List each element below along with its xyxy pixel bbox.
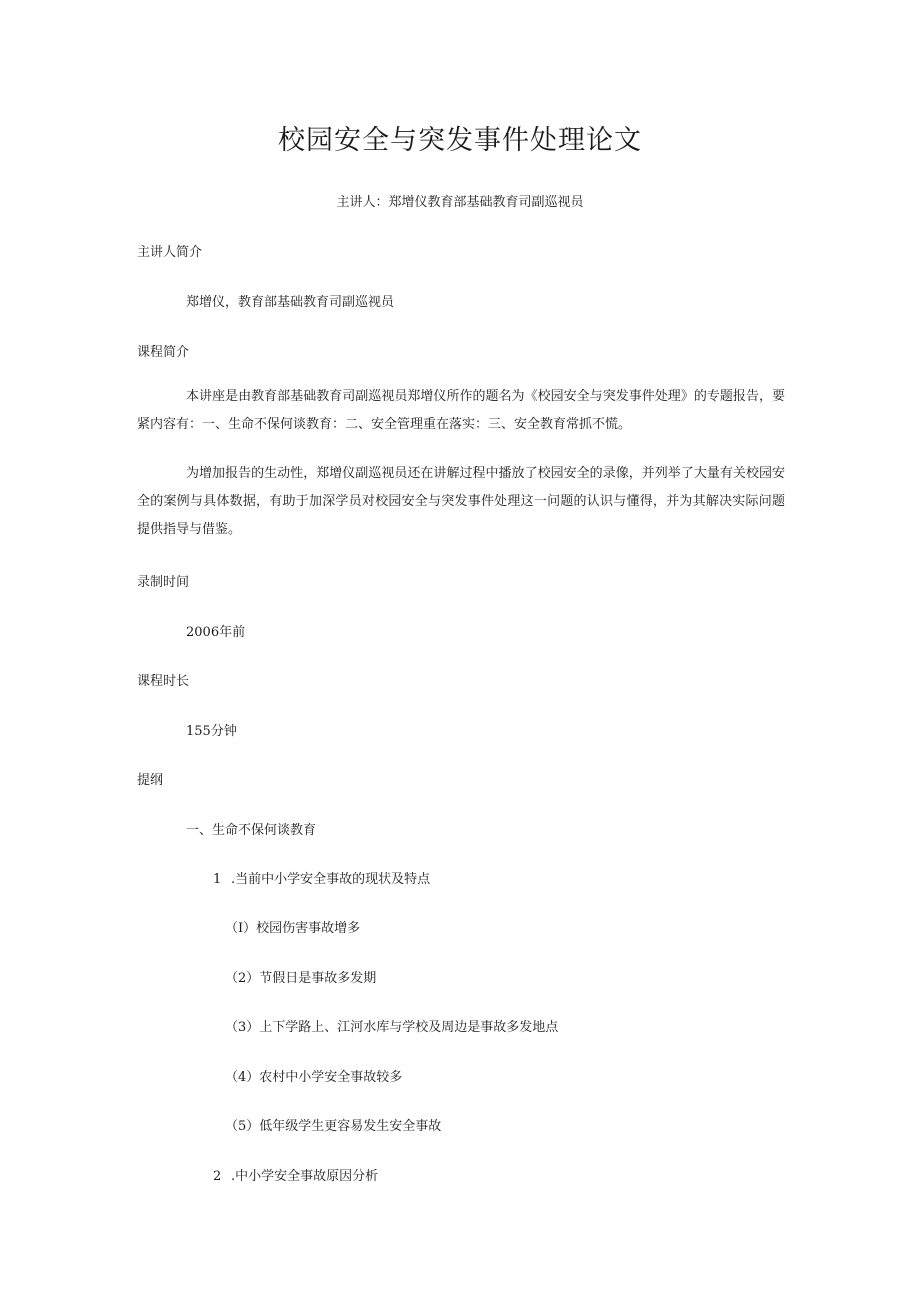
outline-item-2-number: 2 [213, 1169, 222, 1184]
record-time-heading: 录制时间 [137, 575, 190, 590]
outline-item-1-number: 1 [213, 872, 222, 887]
speaker-intro-text: 郑增仪，教育部基础教育司副巡视员 [186, 295, 395, 310]
outline-subitem-2: （2）节假日是事故多发期 [225, 971, 377, 986]
outline-item-2 [213, 1165, 378, 1184]
course-intro-paragraph-2: 为增加报告的生动性，郑增仪副巡视员还在讲解过程中播放了校园安全的录像，并列举了大量有关校园安全的案例与具体数据，有助于加深学员对校园安全与突发事件处理这一问题的认识与懂得，并为其解决实际问题提供指导与借鉴。 [137, 466, 785, 537]
outline-part-1: 一、生命不保何谈教育 [186, 823, 317, 838]
course-intro-paragraph-1: 本讲座是由教育部基础教育司副巡视员郑增仪所作的题名为《校园安全与突发事件处理》的专题报告，要紧内容有：一、生命不保何谈教育：二、安全管理重在落实：三、安全教育常抓不慌。 [137, 389, 785, 432]
outline-subitem-1: （I）校园伤害事故增多 [225, 921, 361, 936]
outline-heading: 提纲 [137, 773, 164, 788]
outline-subitem-5: （5）低年级学生更容易发生安全事故 [225, 1119, 442, 1134]
document-subtitle: 主讲人：郑增仪教育部基础教育司副巡视员 [336, 195, 584, 210]
speaker-intro-heading: 主讲人简介 [137, 245, 203, 260]
course-intro-heading: 课程简介 [137, 345, 190, 360]
duration-text: 155分钟 [186, 724, 237, 739]
outline-item-1-text: .当前中小学安全事故的现状及特点 [231, 872, 431, 887]
record-time-text: 2006年前 [186, 625, 246, 640]
outline-subitem-3: （3）上下学路上、江河水库与学校及周边是事故多发地点 [225, 1020, 559, 1035]
outline-item-1 [213, 868, 430, 887]
document-title: 校园安全与突发事件处理论文 [278, 125, 642, 156]
duration-heading: 课程时长 [137, 674, 190, 689]
outline-item-2-text: .中小学安全事故原因分析 [231, 1169, 379, 1184]
outline-subitem-4: （4）农村中小学安全事故较多 [225, 1070, 403, 1085]
